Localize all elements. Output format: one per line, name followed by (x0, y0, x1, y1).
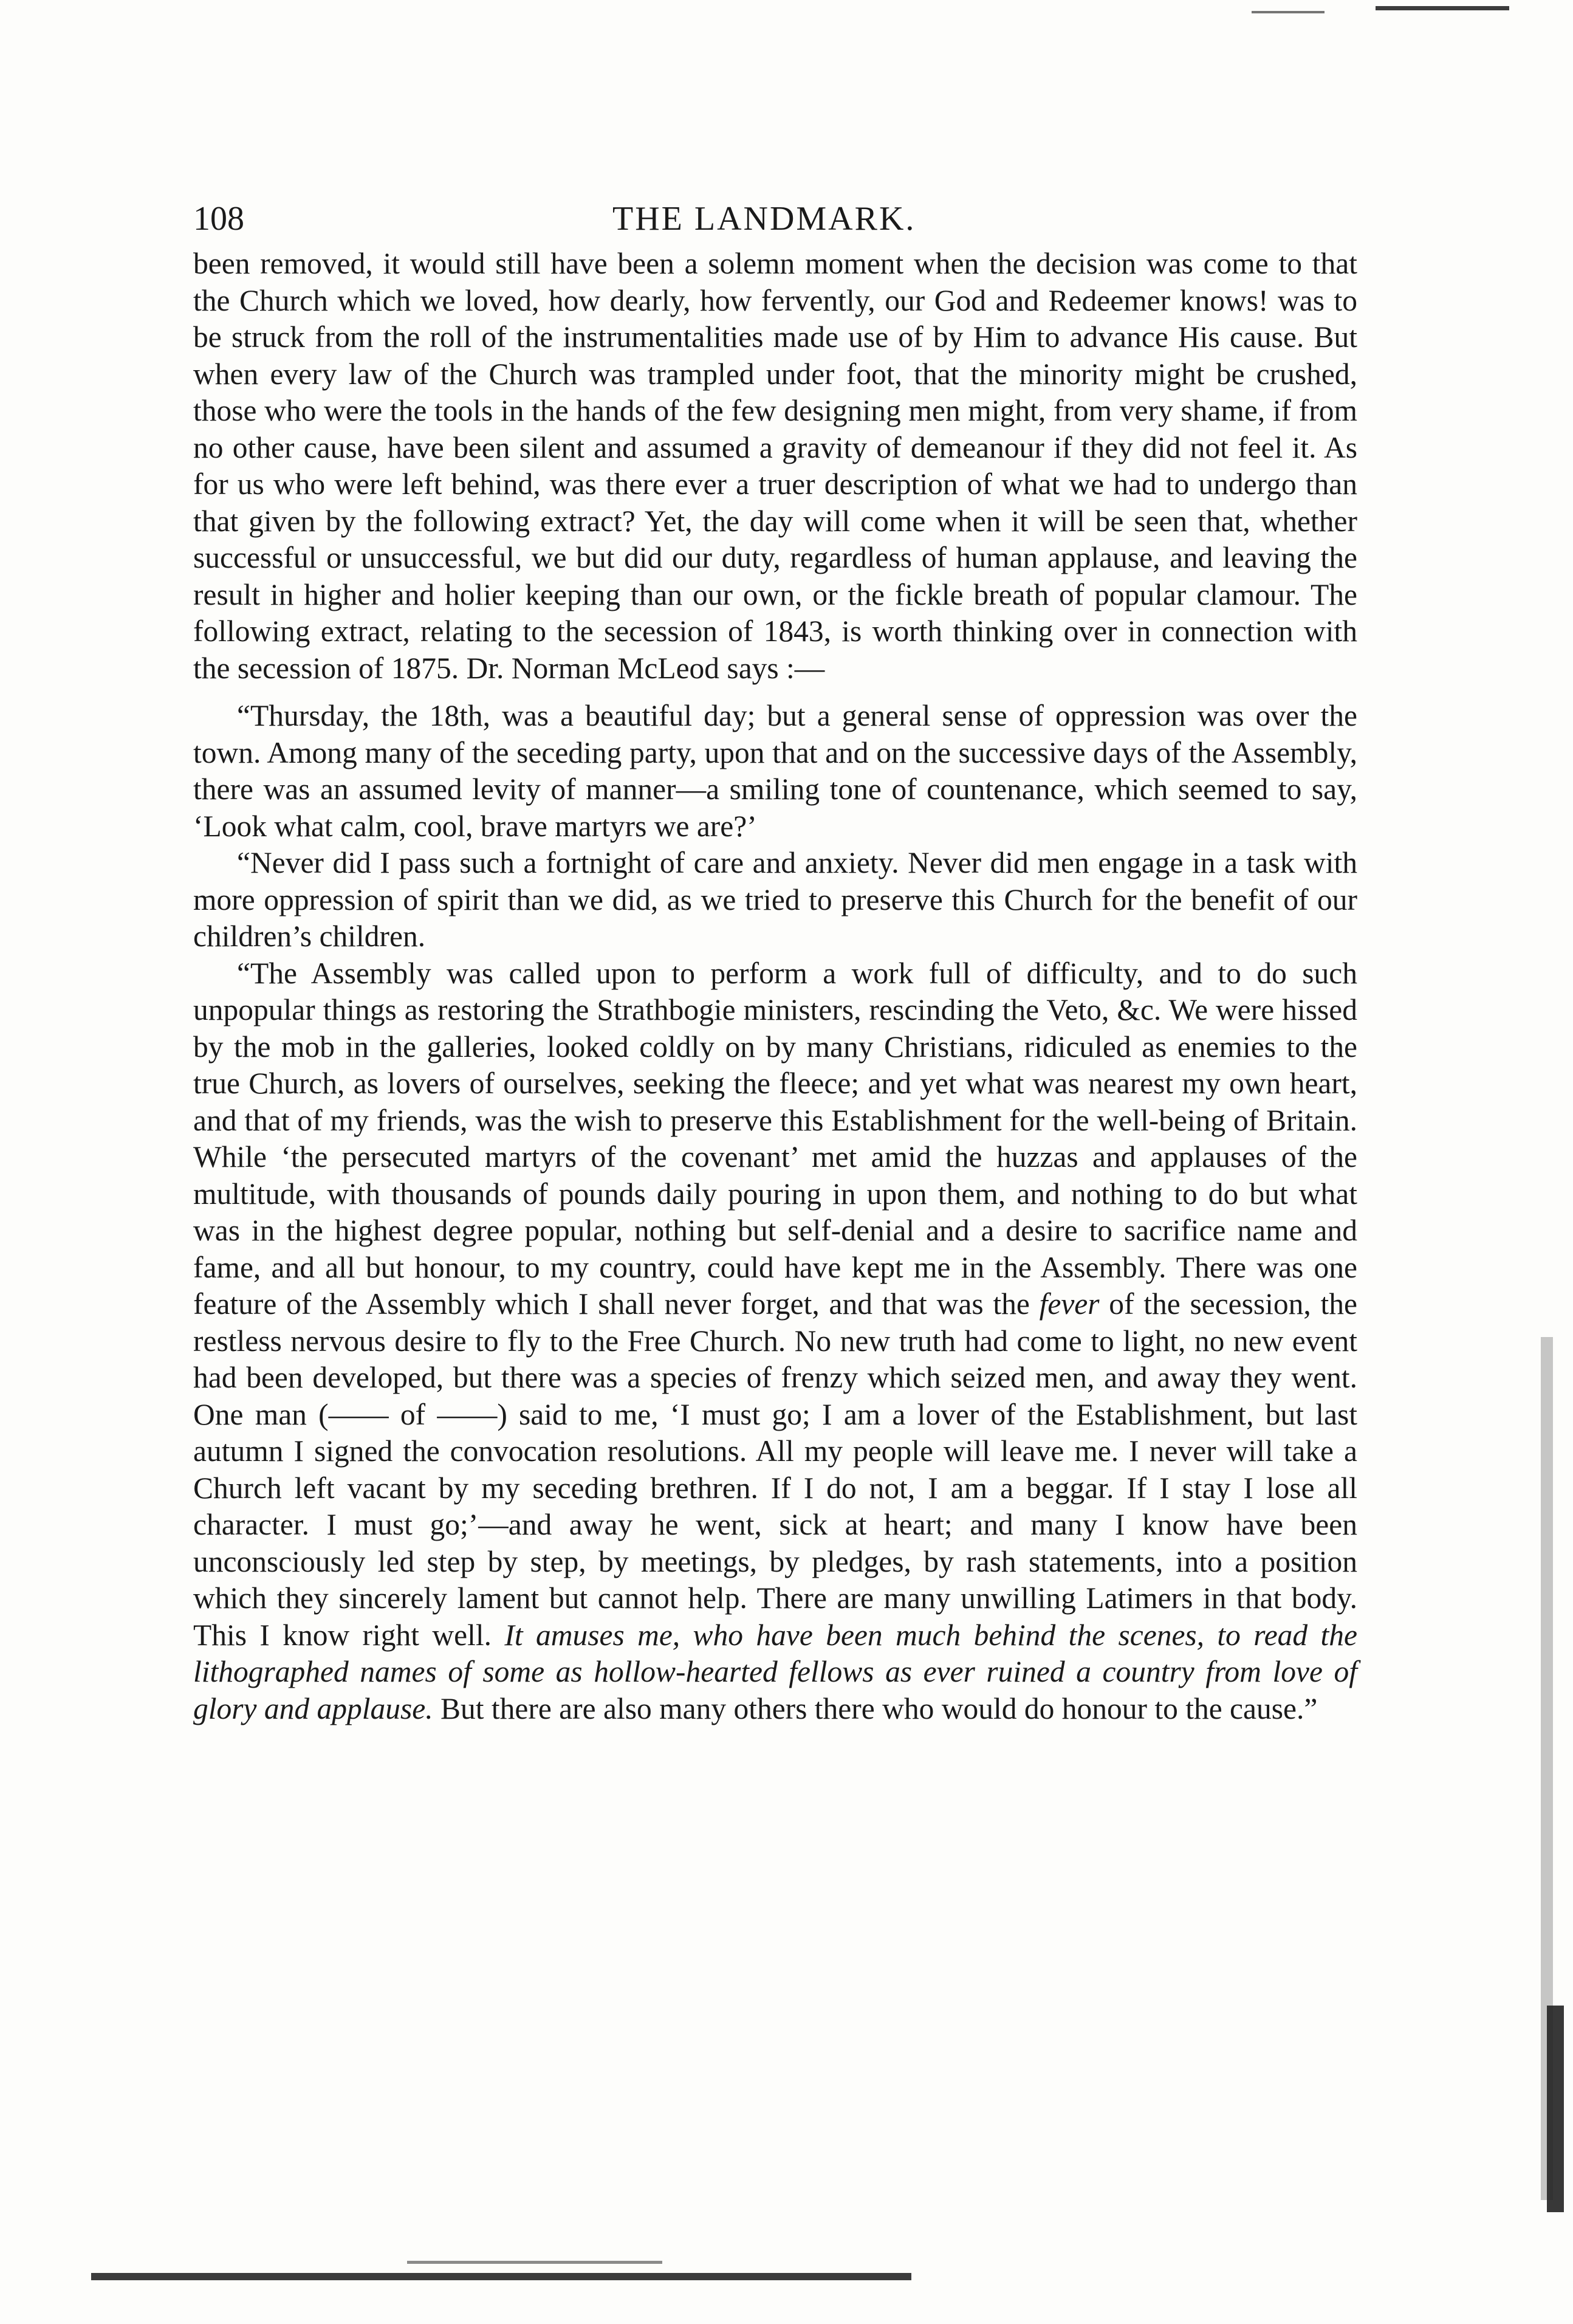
running-title: THE LANDMARK. (612, 200, 916, 238)
page-header (193, 199, 1357, 248)
assembly-text-part-1: “The Assembly was called upon to perform a work full of difficulty, and to do such unpopular things as restoring the Strathbogie ministers, rescinding the Veto, &c. We were hissed by the mob in the galleries, looked coldly on by many Christians, ridiculed as enemies to the true Church, as lovers of ourselves, seeking the fleece; and yet what was nearest my own heart, and that of my friends, was the wish to preserve this Establishment for the well-being of Britain. While ‘the persecuted martyrs of the covenant’ met amid the huzzas and applauses of the multitude, with thousands of pounds daily pouring in upon them, and nothing to do but what was in the highest degree popular, nothing but self-denial and a desire to sacrifice name and fame, and all but honour, to my country, could have kept me in the Assembly. There was one feature of the Assembly which I shall never forget, and that was the (193, 956, 1357, 1321)
fever-italic: fever (1039, 1287, 1100, 1321)
italic-passage: It amuses me, who have been much behind the scenes, to read the lithographed names of some as hollow-hearted fellows as ever ruined a country from love of glory and applause. (193, 1618, 1357, 1725)
scan-artifact-top-small (1252, 11, 1325, 13)
paragraph-quote-fortnight: “Never did I pass such a fortnight of care and anxiety. Never did men engage in a task with more oppression of spirit than we did, as we tried to preserve this Church for the benefit of our children’s children. (193, 846, 1357, 953)
paragraph-quote-thursday: “Thursday, the 18th, was a beautiful day; but a general sense of oppression was over the town. Among many of the seceding party, upon that and on the successive days of the Assembly, there was an assumed levity of manner—a smiling tone of countenance, which seemed to say, ‘Look what calm, cool, brave martyrs we are?’ (193, 699, 1357, 843)
assembly-text-part-2: of the secession, the restless nervous desire to fly to the Free Church. No new truth had come to light, no new event had been developed, but there was a species of frenzy which seized men, and away they went. One man (—— of ——) said to me, ‘I must go; I am a lover of the Establishment, but last autumn I signed the convocation resolutions. All my people will leave me. I never will take a Church left vacant by my seceding brethren. If I do not, I am a beggar. If I stay I lose all character. I must go;’—and away he went, sick at heart; and many I know have been unconsciously led step by step, by meetings, by pledges, by rash statements, into a position which they sincerely lament but cannot help. There are many unwilling Latimers in that body. This I know right well. (193, 1287, 1357, 1652)
page-edge-dark (1547, 2006, 1564, 2212)
scan-artifact-bottom (91, 2273, 911, 2280)
page-number: 108 (193, 200, 244, 238)
scan-artifact-bottom-thin (407, 2261, 662, 2264)
paragraph-intro: been removed, it would still have been a solemn moment when the decision was come to that the Church which we loved, how dearly, how fervently, our God and Redeemer knows! was to be struck from the roll of the instrumentalities made use of by Him to advance His cause. But when every law of the Church was trampled under foot, that the minority might be crushed, those who were the tools in the hands of the few designing men might, from very shame, if from no other cause, have been silent and assumed a gravity of demeanour if they did not feel it. As for us who were left behind, was there ever a truer description of what we had to undergo than that given by the following extract? Yet, the day will come when it will be seen that, whether successful or unsuccessful, we but did our duty, regardless of human applause, and leaving the result in higher and holier keeping than our own, or the fickle breath of popular clamour. The following extract, relating to the secession of 1843, is worth thinking over in connection with the secession of 1875. Dr. Norman McLeod says :— (193, 247, 1357, 685)
scan-artifact-top (1376, 6, 1509, 10)
paragraph-quote-assembly (193, 955, 1357, 1728)
body-text (193, 246, 1357, 1727)
assembly-text-part-3: But there are also many others there who would do honour to the cause.” (433, 1691, 1318, 1725)
